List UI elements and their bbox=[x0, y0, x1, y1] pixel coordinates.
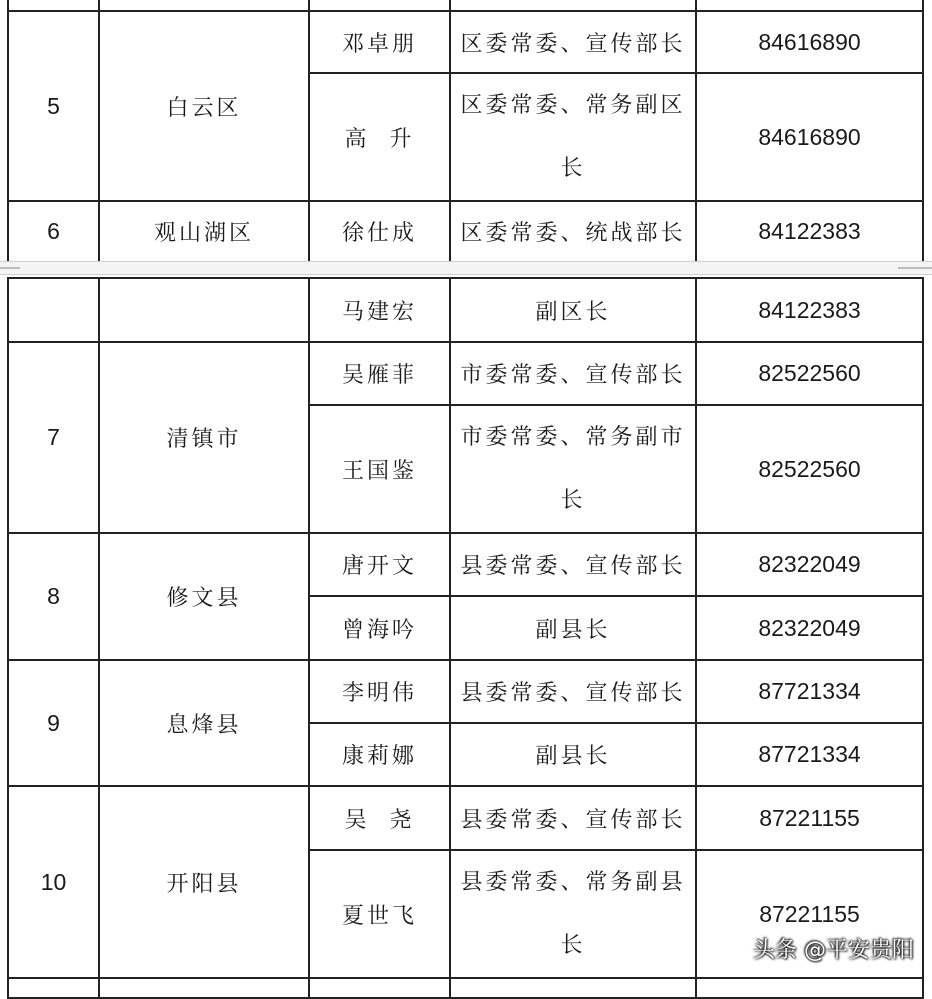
person-name: 康莉娜 bbox=[309, 723, 450, 786]
position-title: 区委常委、宣传部长 bbox=[450, 11, 696, 73]
position-title: 县委常委、常务副县长 bbox=[450, 850, 696, 978]
position-title: 县委常委、宣传部长 bbox=[450, 786, 696, 850]
table-cell bbox=[99, 0, 309, 11]
person-name: 马建宏 bbox=[309, 278, 450, 342]
table-row bbox=[8, 0, 923, 11]
position-title: 市委常委、常务副市长 bbox=[450, 405, 696, 533]
row-number: 5 bbox=[8, 11, 99, 201]
phone-number: 87221155 bbox=[696, 850, 923, 978]
table-cell bbox=[8, 978, 99, 998]
position-title: 区委常委、常务副区长 bbox=[450, 73, 696, 201]
position-title: 县委常委、宣传部长 bbox=[450, 533, 696, 596]
phone-number: 87721334 bbox=[696, 660, 923, 723]
position-title: 副县长 bbox=[450, 723, 696, 786]
position-title: 县委常委、宣传部长 bbox=[450, 660, 696, 723]
table-row bbox=[8, 11, 923, 73]
ruler-mark-right bbox=[898, 267, 932, 269]
phone-number: 84616890 bbox=[696, 11, 923, 73]
phone-number: 84122383 bbox=[696, 201, 923, 262]
watermark: 头条 @平安贵阳 bbox=[753, 938, 914, 963]
phone-number: 84122383 bbox=[696, 278, 923, 342]
district-name: 清镇市 bbox=[99, 342, 309, 533]
phone-number: 84616890 bbox=[696, 73, 923, 201]
row-number: 10 bbox=[8, 786, 99, 978]
table-row bbox=[8, 533, 923, 596]
position-title: 区委常委、统战部长 bbox=[450, 201, 696, 262]
contact-table-bottom bbox=[7, 277, 924, 999]
district-name: 修文县 bbox=[99, 533, 309, 660]
district-name: 观山湖区 bbox=[99, 201, 309, 262]
contact-table-top bbox=[7, 0, 924, 263]
position-title: 副县长 bbox=[450, 596, 696, 660]
person-name: 吴 尧 bbox=[309, 786, 450, 850]
table-cell bbox=[450, 978, 696, 998]
person-name: 高 升 bbox=[309, 73, 450, 201]
table-cell bbox=[450, 0, 696, 11]
person-name: 夏世飞 bbox=[309, 850, 450, 978]
ruler-mark-left bbox=[0, 267, 20, 269]
person-name: 曾海吟 bbox=[309, 596, 450, 660]
phone-number: 87221155 bbox=[696, 786, 923, 850]
phone-number: 82322049 bbox=[696, 533, 923, 596]
table-cell bbox=[309, 978, 450, 998]
table-cell bbox=[696, 0, 923, 11]
table-row bbox=[8, 342, 923, 405]
phone-number: 82322049 bbox=[696, 596, 923, 660]
table-row bbox=[8, 786, 923, 850]
table-cell bbox=[696, 978, 923, 998]
row-number: 9 bbox=[8, 660, 99, 786]
person-name: 吴雁菲 bbox=[309, 342, 450, 405]
person-name: 徐仕成 bbox=[309, 201, 450, 262]
table-cell bbox=[8, 0, 99, 11]
table-cell bbox=[99, 978, 309, 998]
table-cell bbox=[309, 0, 450, 11]
table-row bbox=[8, 978, 923, 998]
person-name: 李明伟 bbox=[309, 660, 450, 723]
page-break-divider bbox=[0, 261, 932, 275]
phone-number: 82522560 bbox=[696, 342, 923, 405]
district-name: 息烽县 bbox=[99, 660, 309, 786]
row-number: 7 bbox=[8, 342, 99, 533]
row-number bbox=[8, 278, 99, 342]
person-name: 邓卓朋 bbox=[309, 11, 450, 73]
district-name: 白云区 bbox=[99, 11, 309, 201]
position-title: 市委常委、宣传部长 bbox=[450, 342, 696, 405]
phone-number: 82522560 bbox=[696, 405, 923, 533]
table-row bbox=[8, 660, 923, 723]
person-name: 唐开文 bbox=[309, 533, 450, 596]
position-title: 副区长 bbox=[450, 278, 696, 342]
district-name: 开阳县 bbox=[99, 786, 309, 978]
district-name bbox=[99, 278, 309, 342]
table-row bbox=[8, 201, 923, 262]
phone-number: 87721334 bbox=[696, 723, 923, 786]
row-number: 6 bbox=[8, 201, 99, 262]
row-number: 8 bbox=[8, 533, 99, 660]
table-row bbox=[8, 278, 923, 342]
person-name: 王国鉴 bbox=[309, 405, 450, 533]
